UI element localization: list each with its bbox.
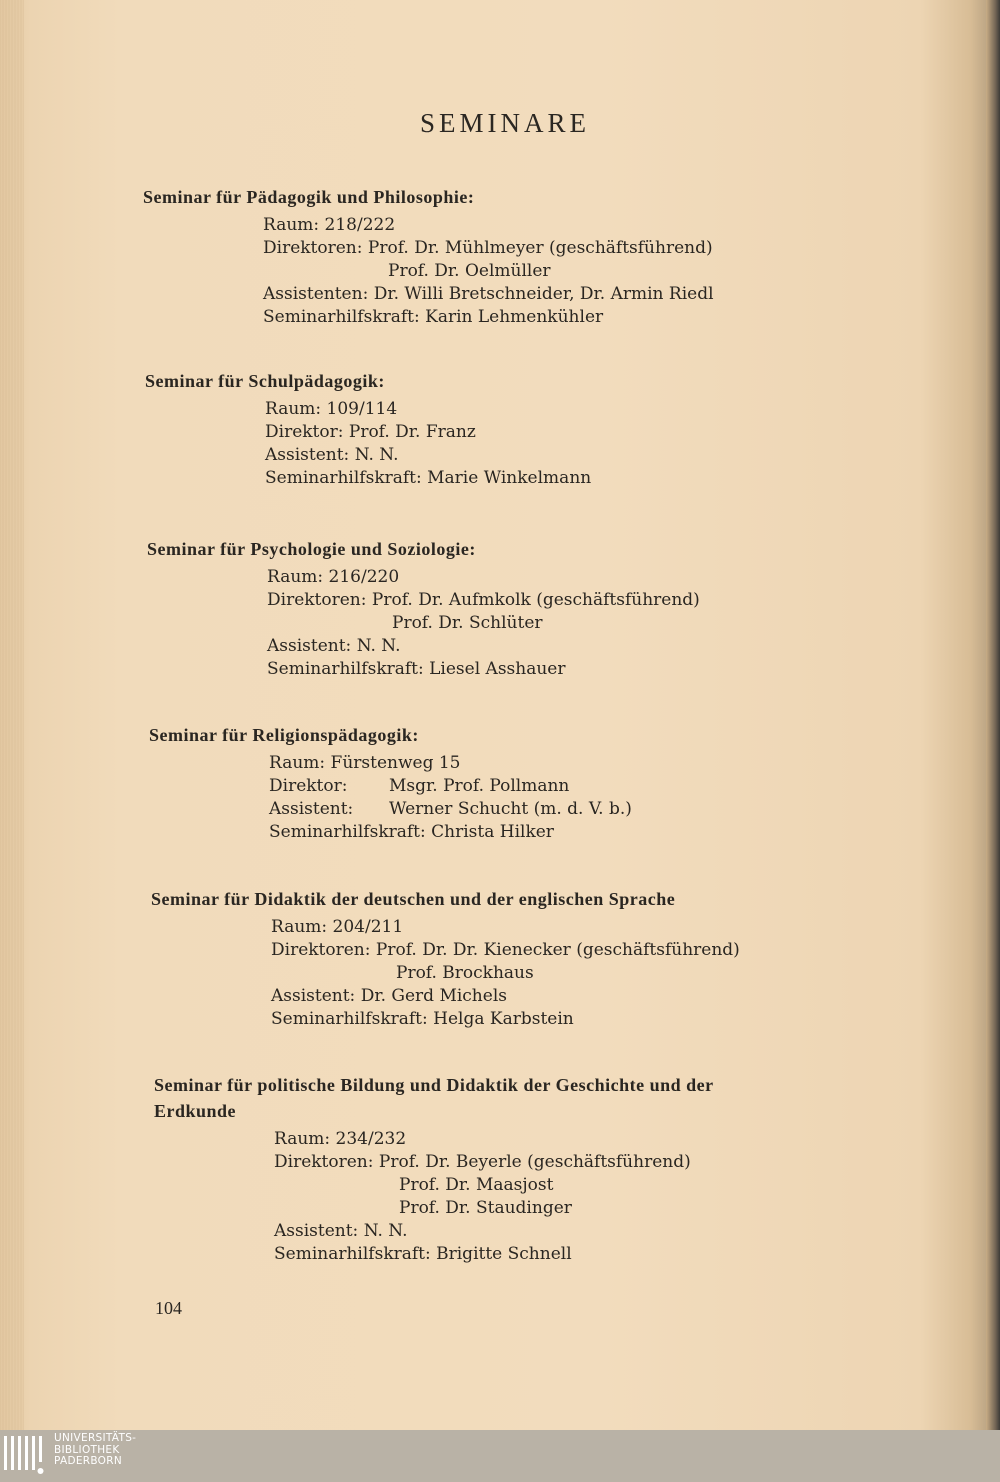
assistant-label: Assistent: — [269, 799, 354, 819]
director-name: Prof. Dr. Aufmkolk (geschäftsführend) — [371, 590, 700, 610]
helper-line: Seminarhilfskraft: Marie Winkelmann — [265, 468, 592, 488]
library-name — [54, 1433, 136, 1468]
seminar-psychologie-soziologie — [147, 536, 700, 681]
library-name-line: BIBLIOTHEK — [54, 1443, 120, 1456]
seminar-title: Seminar für politische Bildung und Didaktik der Geschichte und der — [154, 1075, 714, 1095]
seminar-schulpaedagogik — [145, 368, 591, 490]
seminar-title: Seminar für Didaktik der deutschen und der englischen Sprache — [151, 889, 676, 909]
room-line: Raum: 234/232 — [274, 1129, 407, 1149]
page-number: 104 — [155, 1298, 182, 1318]
helper-line: Seminarhilfskraft: Liesel Asshauer — [267, 659, 566, 679]
directors-line — [151, 939, 740, 962]
helper-line: Seminarhilfskraft: Karin Lehmenkühler — [263, 307, 604, 327]
director-name: Prof. Dr. Dr. Kienecker (geschäftsführend) — [375, 940, 740, 960]
assistant-line — [149, 798, 632, 821]
seminar-didaktik-sprachen — [151, 886, 740, 1031]
directors-label: Direktoren: — [274, 1152, 374, 1172]
director-name: Msgr. Prof. Pollmann — [389, 776, 570, 796]
director-line — [149, 775, 632, 798]
helper-line: Seminarhilfskraft: Helga Karbstein — [271, 1009, 574, 1029]
assistant-name: Werner Schucht (m. d. V. b.) — [389, 799, 632, 819]
directors-line — [143, 237, 714, 260]
seminar-paedagogik-philosophie — [143, 184, 714, 329]
seminar-politische-bildung — [154, 1072, 714, 1266]
seminar-title: Seminar für Schulpädagogik: — [145, 371, 385, 391]
director-line: Direktor: Prof. Dr. Franz — [265, 422, 476, 442]
director-name: Prof. Dr. Schlüter — [392, 613, 543, 633]
library-name-line: PADERBORN — [54, 1455, 122, 1467]
seminar-title: Seminar für Pädagogik und Philosophie: — [143, 187, 475, 207]
director-name: Prof. Dr. Oelmüller — [388, 261, 551, 281]
directors-label: Direktoren: — [271, 940, 371, 960]
director-name: Prof. Dr. Staudinger — [399, 1198, 572, 1218]
assistant-line: Assistent: Dr. Gerd Michels — [271, 986, 507, 1006]
directors-label: Direktoren: — [263, 238, 363, 258]
room-line: Raum: 218/222 — [263, 215, 396, 235]
page-title: SEMINARE — [419, 108, 590, 138]
helper-line: Seminarhilfskraft: Christa Hilker — [269, 822, 554, 842]
directors-line — [147, 589, 700, 612]
digitization-footer — [0, 1430, 1000, 1482]
room-line: Raum: 109/114 — [265, 399, 398, 419]
room-line: Raum: 216/220 — [267, 567, 400, 587]
assistant-line: Assistent: N. N. — [265, 445, 399, 465]
room-line: Raum: 204/211 — [271, 917, 404, 937]
director-name: Prof. Dr. Maasjost — [399, 1175, 554, 1195]
seminar-title: Seminar für Religionspädagogik: — [149, 725, 419, 745]
page-stack-edge — [0, 0, 24, 1430]
directors-label: Direktoren: — [267, 590, 367, 610]
helper-line: Seminarhilfskraft: Brigitte Schnell — [274, 1244, 572, 1264]
director-name: Prof. Brockhaus — [396, 963, 534, 983]
directors-line — [154, 1151, 714, 1174]
page-gutter-shadow — [986, 0, 1000, 1430]
seminar-religionspaedagogik — [149, 722, 632, 844]
seminar-title: Seminar für Psychologie und Soziologie: — [147, 539, 476, 559]
library-name-line: UNIVERSITÄTS- — [54, 1432, 137, 1444]
seminar-title-continued: Erdkunde — [154, 1101, 237, 1121]
director-label: Direktor: — [269, 776, 348, 796]
assistant-line: Assistent: N. N. — [267, 636, 401, 656]
library-logo-icon — [4, 1434, 48, 1478]
room-line: Raum: Fürstenweg 15 — [269, 753, 461, 773]
assistant-line: Assistenten: Dr. Willi Bretschneider, Dr. Armin Riedl — [263, 284, 714, 304]
director-name: Prof. Dr. Mühlmeyer (geschäftsführend) — [367, 238, 713, 258]
director-name: Prof. Dr. Beyerle (geschäftsführend) — [378, 1152, 691, 1172]
assistant-line: Assistent: N. N. — [274, 1221, 408, 1241]
